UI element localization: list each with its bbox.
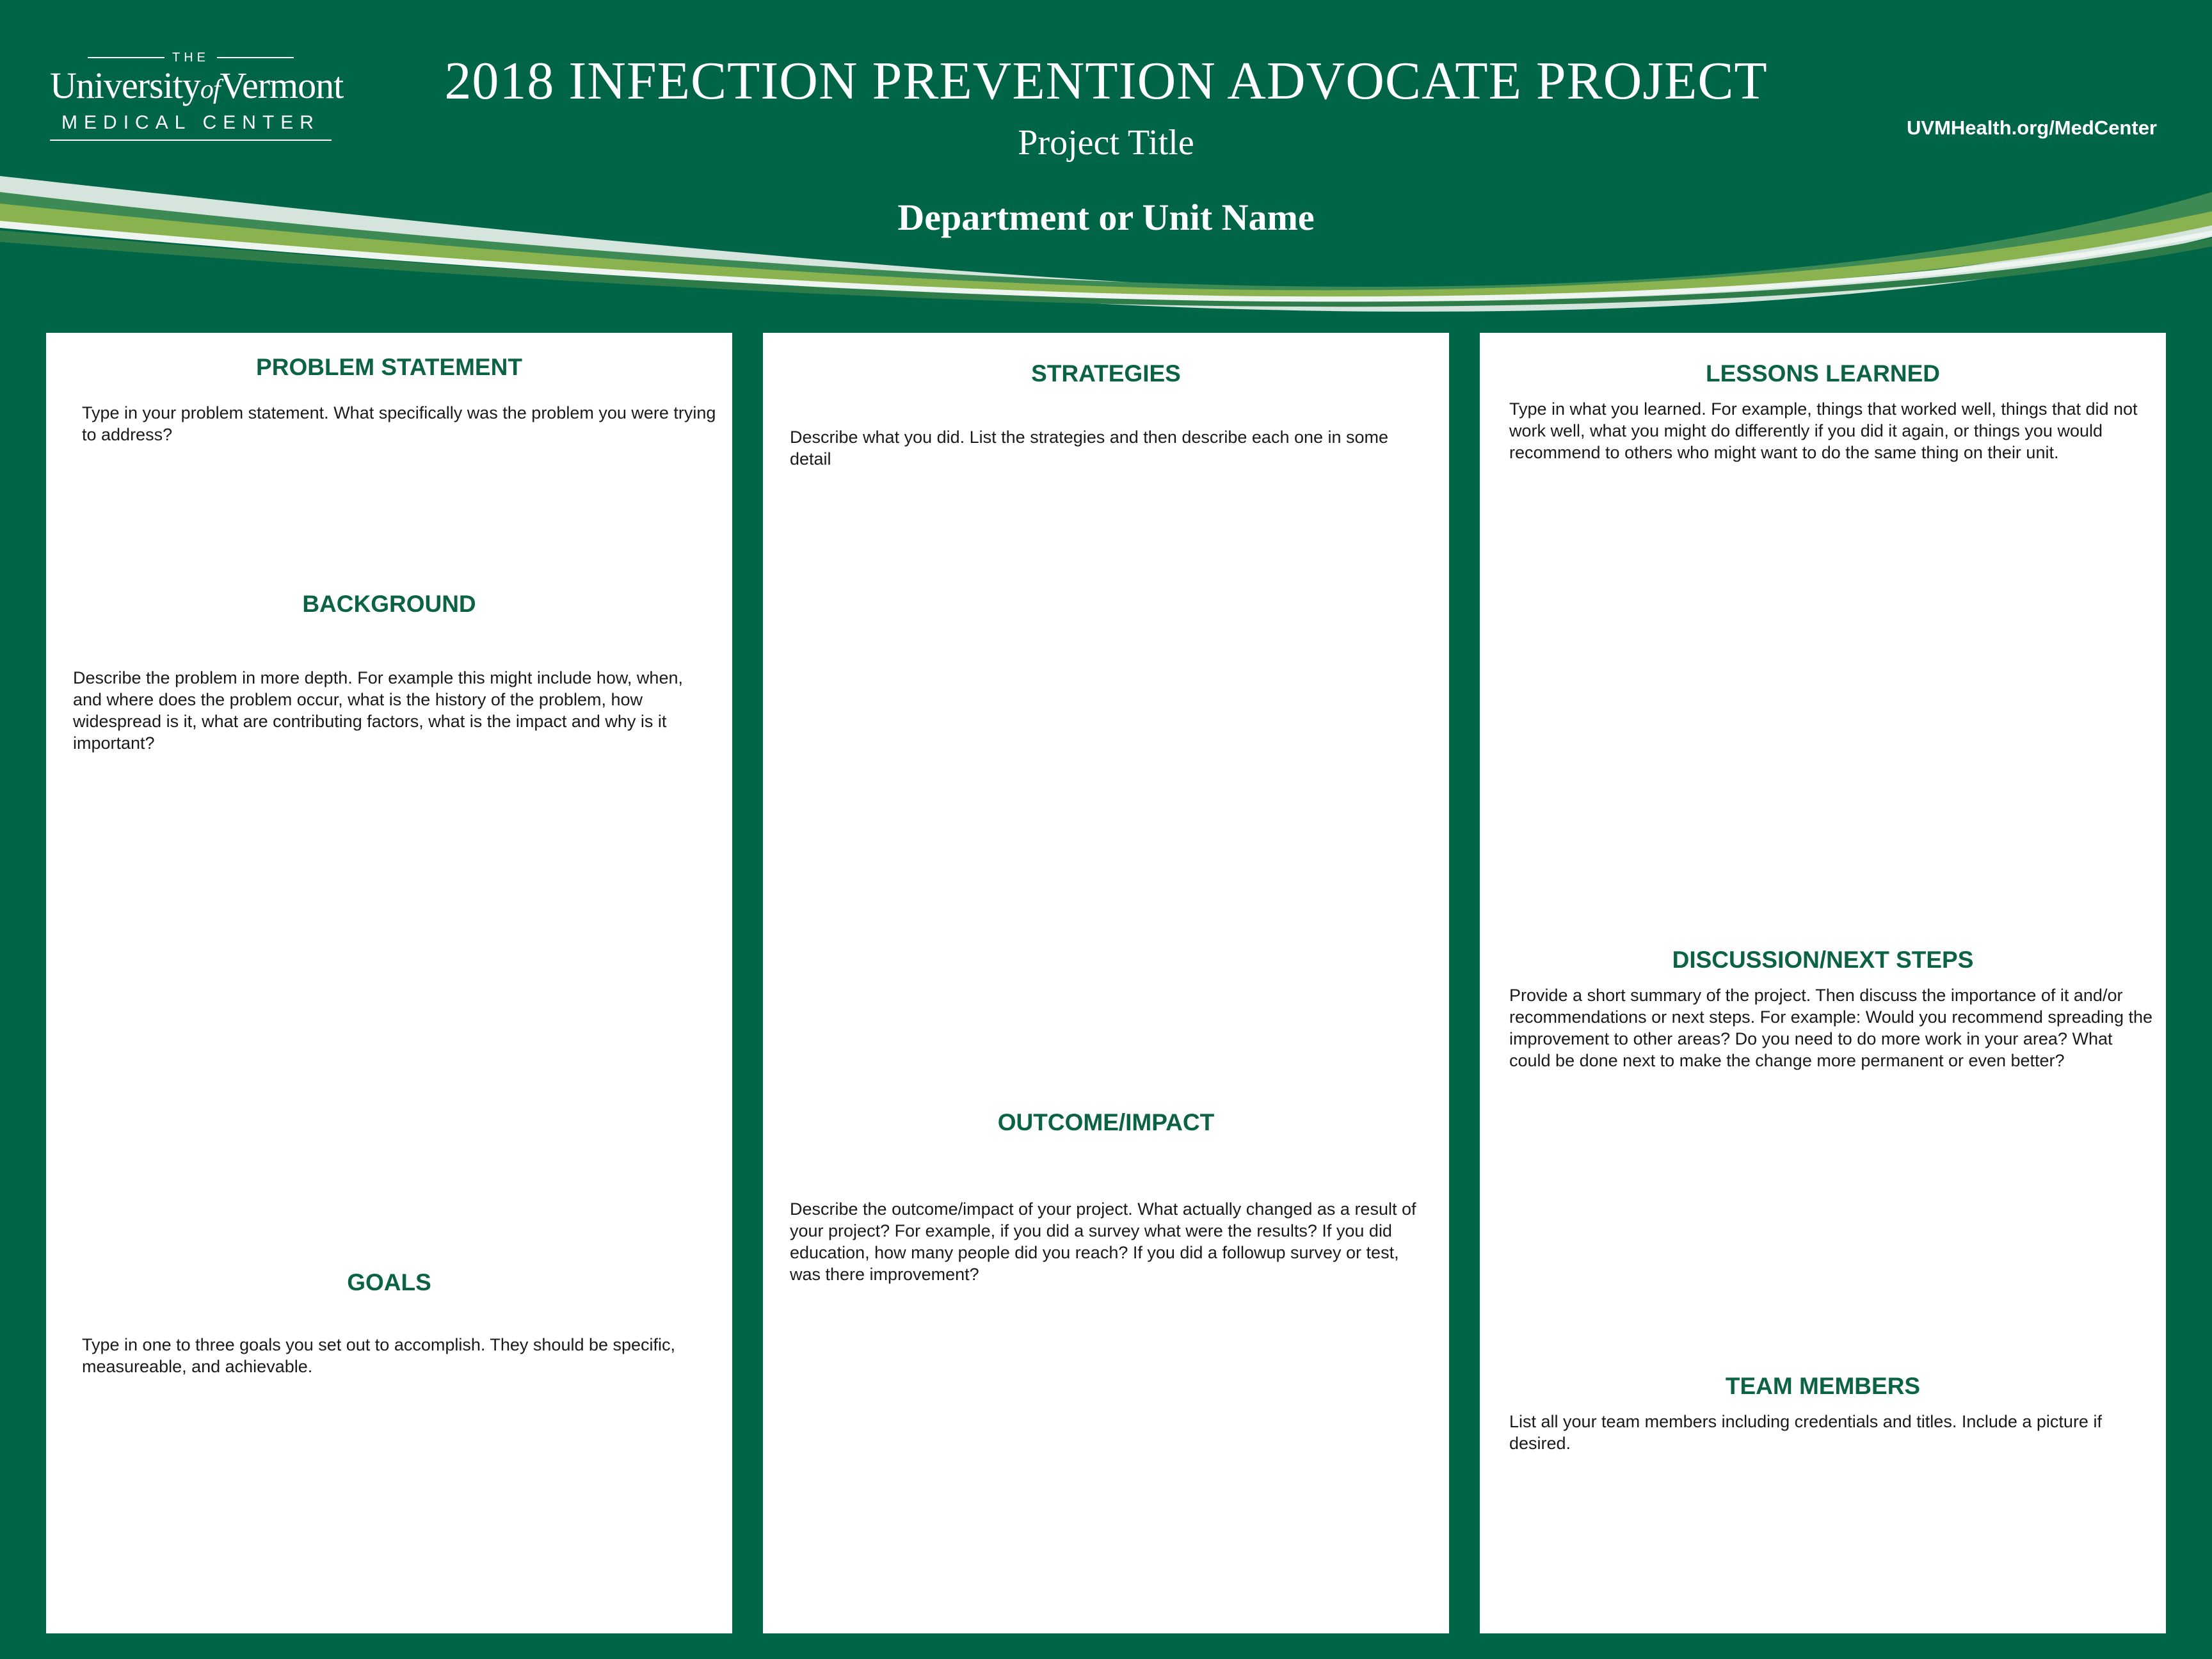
goals-heading: GOALS — [347, 1269, 431, 1295]
background-text: Describe the problem in more depth. For example this might include how, when, and where does the problem occur, what is the history of the problem, how widespread is it, what are contributing factors, what is the impact and why is it important? — [73, 668, 683, 753]
goals-text: Type in one to three goals you set out to accomplish. They should be specific, measureable, and achievable. — [82, 1335, 676, 1376]
lessons-learned-text: Type in what you learned. For example, things that worked well, things that did not work well, what you might do differently if you did it again, or things you would recommend to others who might want to do the same thing on their unit. — [1509, 399, 2138, 462]
logo-medical-center-text: MEDICAL CENTER — [61, 112, 320, 133]
team-members-text: List all your team members including credentials and titles. Include a picture if desired. — [1509, 1412, 2102, 1453]
poster-main-title: 2018 INFECTION PREVENTION ADVOCATE PROJECT — [444, 51, 1768, 111]
strategies-heading: STRATEGIES — [1031, 360, 1181, 387]
project-title: Project Title — [1018, 123, 1194, 163]
right-column-panel — [1480, 333, 2166, 1633]
team-members-heading: TEAM MEMBERS — [1725, 1373, 1921, 1399]
logo-university-text: University — [50, 65, 200, 106]
logo-of-text: of — [200, 75, 220, 104]
outcome-impact-text: Describe the outcome/impact of your project. What actually changed as a result of your project? For example, if you did a survey what were the results? If you did education, how many people did you reach? If you did a followup survey or test, was there improvement? — [790, 1199, 1416, 1284]
outcome-impact-heading: OUTCOME/IMPACT — [997, 1109, 1215, 1135]
logo-vermont-text: Vermont — [220, 65, 344, 106]
discussion-next-steps-text: Provide a short summary of the project. Then discuss the importance of it and/or recommendations or next steps. For example: Would you recommend spreading the improvement to other areas? Do you need to do more work in your area? What could be done next to make the change more permanent or even better? — [1509, 986, 2152, 1070]
strategies-text: Describe what you did. List the strategies and then describe each one in some detail — [790, 428, 1389, 469]
website-url: UVMHealth.org/MedCenter — [1907, 116, 2157, 139]
left-column-panel — [46, 333, 732, 1633]
department-name: Department or Unit Name — [897, 196, 1315, 238]
middle-column-panel — [763, 333, 1449, 1633]
background-heading: BACKGROUND — [302, 591, 476, 617]
lessons-learned-heading: LESSONS LEARNED — [1706, 360, 1940, 387]
poster-header — [0, 0, 2212, 320]
discussion-next-steps-heading: DISCUSSION/NEXT STEPS — [1672, 947, 1974, 973]
logo-the-text: THE — [172, 51, 209, 65]
problem-statement-text: Type in your problem statement. What specifically was the problem you were trying to address? — [82, 403, 716, 444]
problem-statement-heading: PROBLEM STATEMENT — [256, 354, 522, 380]
